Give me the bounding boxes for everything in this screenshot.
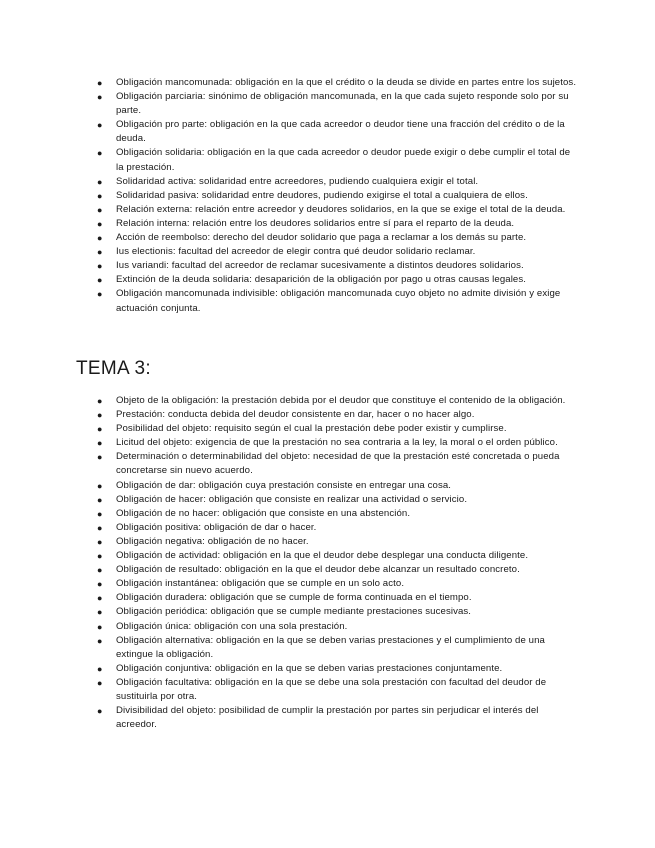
bullet-icon: ● (97, 663, 103, 674)
bullet-icon: ● (97, 494, 103, 505)
list-item (0, 479, 655, 493)
bullet-icon: ● (97, 677, 103, 688)
bullet-icon: ● (97, 261, 103, 272)
list-item (0, 563, 655, 577)
bullet-icon: ● (97, 438, 103, 449)
definition-text: Determinación o determinabilidad del objeto: necesidad de que la prestación esté concretada o pueda concretarse sin nuevo acuerdo. (116, 451, 560, 477)
definition-text: Relación externa: relación entre acreedor y deudores solidarios, en la que se exige el total de la deuda. (116, 203, 566, 215)
definition-text: Obligación positiva: obligación de dar o hacer. (116, 521, 317, 533)
bullet-icon: ● (97, 536, 103, 547)
bullet-icon: ● (97, 148, 103, 159)
definition-text: Obligación solidaria: obligación en la que cada acreedor o deudor puede exigir o debe cumplir el total de la prestación. (116, 147, 571, 173)
list-item (0, 605, 655, 619)
bullet-icon: ● (97, 579, 103, 590)
definition-text: Obligación periódica: obligación que se cumple mediante prestaciones sucesivas. (116, 606, 472, 618)
list-item (0, 436, 655, 450)
definition-text: Obligación mancomunada: obligación en la que el crédito o la deuda se divide en partes entre los sujetos. (116, 77, 577, 88)
bullet-icon: ● (97, 452, 103, 463)
list-item (0, 507, 655, 521)
bullet-icon: ● (97, 204, 103, 215)
definition-list-tema3 (0, 394, 655, 732)
bullet-icon: ● (97, 621, 103, 632)
list-item (0, 577, 655, 591)
definition-text: Obligación conjuntiva: obligación en la que se deben varias prestaciones conjuntamente. (116, 662, 503, 674)
bullet-icon: ● (97, 593, 103, 604)
list-item (0, 231, 655, 245)
bullet-icon: ● (97, 247, 103, 258)
list-item (0, 118, 655, 146)
bullet-icon: ● (97, 78, 103, 88)
list-item (0, 175, 655, 189)
bullet-icon: ● (97, 522, 103, 533)
bullet-icon: ● (97, 424, 103, 435)
definition-text: Extinción de la deuda solidaria: desaparición de la obligación por pago u otras causas legales. (116, 274, 527, 286)
definition-text: Obligación alternativa: obligación en la que se deben varias prestaciones y el cumplimiento de una extingue la obligación. (116, 634, 545, 660)
bullet-icon: ● (97, 410, 103, 421)
bullet-icon: ● (97, 275, 103, 286)
bullet-icon: ● (97, 92, 103, 103)
definition-text: Obligación mancomunada indivisible: obligación mancomunada cuyo objeto no admite división y exige actuación conjunta. (116, 288, 561, 314)
bullet-icon: ● (97, 218, 103, 229)
list-item (0, 620, 655, 634)
list-item (0, 450, 655, 478)
definition-text: Solidaridad pasiva: solidaridad entre deudores, pudiendo exigirse el total a cualquiera de ellos. (116, 189, 528, 201)
definition-text: Obligación negativa: obligación de no hacer. (116, 535, 309, 547)
definition-text: Ius variandi: facultad del acreedor de reclamar sucesivamente a distintos deudores solidarios. (116, 260, 524, 272)
definition-text: Divisibilidad del objeto: posibilidad de cumplir la prestación por partes sin perjudicar el interés del acreedor. (116, 705, 539, 731)
bullet-icon: ● (97, 551, 103, 562)
list-item (0, 394, 655, 408)
list-item (0, 676, 655, 704)
list-item (0, 273, 655, 287)
list-item (0, 189, 655, 203)
definition-text: Obligación de hacer: obligación que consiste en realizar una actividad o servicio. (116, 493, 468, 505)
bullet-icon: ● (97, 635, 103, 646)
definition-text: Relación interna: relación entre los deudores solidarios entre sí para el reparto de la deuda. (116, 217, 515, 229)
definition-text: Posibilidad del objeto: requisito según el cual la prestación debe poder existir y cumplirse. (116, 423, 507, 435)
bullet-icon: ● (97, 480, 103, 491)
bullet-icon: ● (97, 120, 103, 131)
list-item (0, 549, 655, 563)
list-item (0, 493, 655, 507)
list-item (0, 90, 655, 118)
definition-text: Ius electionis: facultad del acreedor de elegir contra qué deudor solidario reclamar. (116, 246, 476, 258)
definition-text: Obligación parciaria: sinónimo de obligación mancomunada, en la que cada sujeto responde solo por su parte. (116, 91, 569, 117)
definition-text: Obligación facultativa: obligación en la que se debe una sola prestación con facultad del deudor de sustituirla por otra. (116, 676, 547, 702)
bullet-icon: ● (97, 289, 103, 300)
list-item (0, 704, 655, 732)
bullet-icon: ● (97, 190, 103, 201)
definition-text: Obligación única: obligación con una sola prestación. (116, 620, 348, 632)
list-item (0, 634, 655, 662)
definition-text: Acción de reembolso: derecho del deudor solidario que paga a reclamar a los demás su parte. (116, 232, 527, 244)
definition-text: Obligación pro parte: obligación en la que cada acreedor o deudor tiene una fracción del crédito o de la deuda. (116, 119, 565, 145)
list-item (0, 535, 655, 549)
definition-text: Solidaridad activa: solidaridad entre acreedores, pudiendo cualquiera exigir el total. (116, 175, 479, 187)
list-item (0, 662, 655, 676)
definition-text: Objeto de la obligación: la prestación debida por el deudor que constituye el contenido de la obligación. (116, 395, 566, 406)
bullet-icon: ● (97, 176, 103, 187)
definition-text: Prestación: conducta debida del deudor consistente en dar, hacer o no hacer algo. (116, 409, 475, 421)
definition-text: Obligación instantánea: obligación que se cumple en un solo acto. (116, 578, 405, 590)
definition-text: Obligación duradera: obligación que se cumple de forma continuada en el tiempo. (116, 592, 472, 604)
definition-text: Obligación de actividad: obligación en la que el deudor debe desplegar una conducta diligente. (116, 550, 529, 562)
list-item (0, 591, 655, 605)
definition-text: Obligación de no hacer: obligación que consiste en una abstención. (116, 507, 411, 519)
list-item (0, 259, 655, 273)
list-item (0, 146, 655, 174)
list-item (0, 408, 655, 422)
list-item (0, 245, 655, 259)
list-item (0, 217, 655, 231)
bullet-icon: ● (97, 396, 103, 406)
definition-list-previous (0, 76, 655, 316)
bullet-icon: ● (97, 607, 103, 618)
bullet-icon: ● (97, 706, 103, 717)
definition-text: Obligación de resultado: obligación en la que el deudor debe alcanzar un resultado concreto. (116, 564, 520, 576)
bullet-icon: ● (97, 508, 103, 519)
section-heading-tema3: TEMA 3: (76, 358, 151, 379)
bullet-icon: ● (97, 565, 103, 576)
definition-text: Obligación de dar: obligación cuya prestación consiste en entregar una cosa. (116, 479, 452, 491)
list-item (0, 521, 655, 535)
list-item (0, 203, 655, 217)
list-item (0, 287, 655, 315)
list-item (0, 76, 655, 90)
list-item (0, 422, 655, 436)
definition-text: Licitud del objeto: exigencia de que la prestación no sea contraria a la ley, la moral o el orden público. (116, 437, 558, 449)
bullet-icon: ● (97, 233, 103, 244)
